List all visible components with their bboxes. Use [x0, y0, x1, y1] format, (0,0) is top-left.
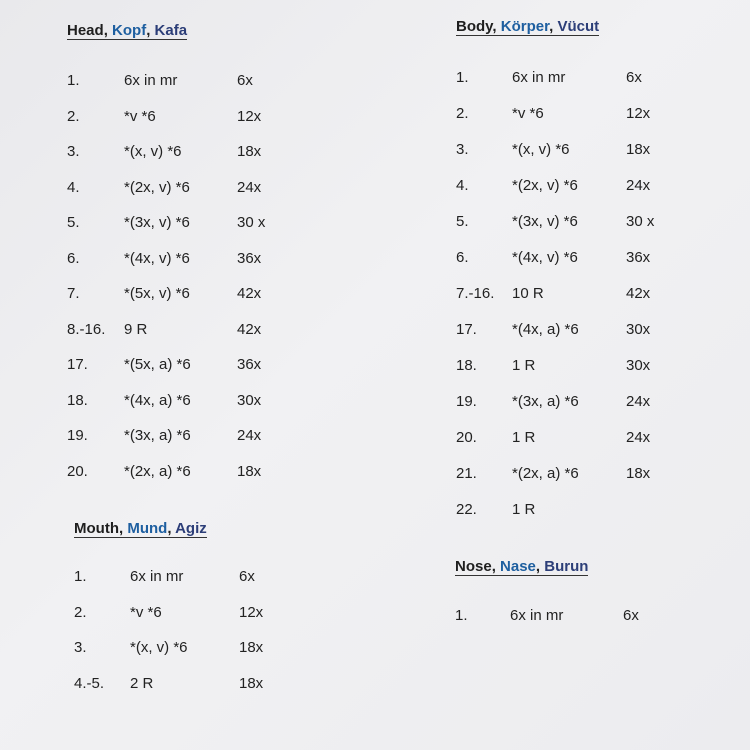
row-instruction: *(2x, v) *6	[512, 177, 578, 194]
row-stitch-count: 36x	[237, 356, 262, 373]
row-stitch-count: 18x	[239, 639, 264, 656]
row-stitch-count: 30 x	[626, 213, 655, 230]
row-instruction: 6x in mr	[130, 568, 184, 585]
row-number: 2.	[456, 105, 469, 122]
row-instruction: *(2x, a) *6	[512, 465, 579, 482]
row-stitch-count: 30x	[626, 321, 651, 338]
row-stitch-count: 18x	[237, 462, 262, 480]
body-title-en: Body	[456, 18, 493, 35]
row-stitch-count: 24x	[626, 393, 651, 410]
mouth-section	[74, 520, 264, 692]
row-instruction: *v *6	[130, 603, 162, 621]
nose-section	[455, 558, 639, 624]
row-instruction: *(x, v) *6	[124, 143, 182, 160]
row-number: 19.	[456, 393, 477, 410]
mouth-title-en: Mouth	[74, 520, 119, 537]
row-instruction: *(4x, a) *6	[124, 391, 191, 409]
row-stitch-count: 12x	[237, 107, 262, 125]
row-number: 1.	[67, 72, 80, 89]
nose-title-en: Nose	[455, 558, 492, 575]
row-number: 20.	[67, 462, 88, 480]
row-number: 21.	[456, 465, 477, 482]
row-number: 5.	[67, 214, 80, 231]
row-instruction: *(5x, v) *6	[124, 285, 190, 302]
row-number: 7.	[67, 285, 80, 302]
row-number: 22.	[456, 501, 477, 518]
head-title-de: Kopf	[112, 22, 147, 39]
row-stitch-count: 36x	[237, 249, 262, 267]
row-instruction: *(4x, a) *6	[512, 321, 579, 338]
nose-title-de: Nase	[500, 558, 536, 575]
row-stitch-count: 24x	[626, 177, 651, 194]
row-instruction: *(2x, a) *6	[124, 462, 191, 480]
row-number: 2.	[74, 603, 87, 621]
nose-title-tr: Burun	[544, 558, 589, 575]
row-instruction: *(3x, a) *6	[512, 393, 579, 410]
row-instruction: *(3x, a) *6	[124, 427, 191, 444]
row-instruction: *(3x, v) *6	[124, 214, 190, 231]
mouth-title-tr: Agiz	[175, 520, 207, 537]
row-number: 1.	[455, 607, 468, 624]
row-stitch-count: 18x	[626, 465, 651, 482]
row-number: 19.	[67, 427, 88, 444]
head-title: Head, Kopf, Kafa	[67, 22, 188, 39]
row-stitch-count: 42x	[237, 320, 262, 338]
row-instruction: *v *6	[124, 107, 156, 125]
row-stitch-count: 42x	[237, 285, 262, 302]
row-stitch-count: 24x	[237, 178, 262, 196]
row-instruction: 1 R	[512, 357, 536, 374]
row-instruction: *(x, v) *6	[512, 141, 570, 158]
row-stitch-count: 12x	[626, 105, 651, 122]
row-instruction: 2 R	[130, 674, 154, 692]
row-instruction: *(2x, v) *6	[124, 178, 190, 196]
body-title-de: Körper	[500, 18, 550, 35]
row-number: 6.	[456, 249, 469, 266]
row-number: 4.-5.	[74, 674, 105, 692]
row-number: 8.-16.	[67, 320, 106, 338]
row-stitch-count: 6x	[623, 607, 639, 624]
row-stitch-count: 6x	[239, 568, 255, 585]
row-number: 4.	[67, 178, 80, 196]
row-instruction: 6x in mr	[124, 72, 178, 89]
row-stitch-count: 42x	[626, 285, 651, 302]
row-instruction: 1 R	[512, 501, 536, 518]
row-number: 4.	[456, 177, 469, 194]
row-number: 6.	[67, 249, 80, 267]
row-number: 3.	[456, 141, 469, 158]
row-instruction: *(3x, v) *6	[512, 213, 578, 230]
row-stitch-count: 18x	[626, 141, 651, 158]
row-number: 3.	[74, 639, 87, 656]
row-number: 1.	[74, 568, 87, 585]
nose-title: Nose, Nase, Burun	[455, 558, 589, 575]
row-stitch-count: 18x	[239, 674, 264, 692]
mouth-title: Mouth, Mund, Agiz	[74, 520, 207, 537]
body-section	[456, 18, 655, 518]
row-number: 2.	[67, 107, 80, 125]
row-number: 20.	[456, 429, 477, 446]
row-instruction: 6x in mr	[512, 69, 566, 86]
row-number: 17.	[456, 321, 477, 338]
row-instruction: 10 R	[512, 285, 544, 302]
row-number: 5.	[456, 213, 469, 230]
head-title-en: Head	[67, 22, 104, 39]
row-stitch-count: 18x	[237, 143, 262, 160]
row-stitch-count: 30 x	[237, 214, 266, 231]
row-instruction: *(4x, v) *6	[512, 249, 578, 266]
row-number: 3.	[67, 143, 80, 160]
row-stitch-count: 30x	[237, 391, 262, 409]
body-title-tr: Vücut	[557, 18, 600, 35]
row-instruction: 6x in mr	[510, 607, 564, 624]
row-instruction: 1 R	[512, 429, 536, 446]
head-section	[67, 22, 266, 480]
row-stitch-count: 30x	[626, 357, 651, 374]
row-instruction: *(4x, v) *6	[124, 249, 190, 267]
row-stitch-count: 6x	[626, 69, 642, 86]
row-instruction: *(5x, a) *6	[124, 356, 191, 373]
row-instruction: *v *6	[512, 105, 544, 122]
row-stitch-count: 36x	[626, 249, 651, 266]
row-number: 18.	[67, 391, 88, 409]
head-title-tr: Kafa	[154, 22, 188, 39]
row-instruction: 9 R	[124, 320, 148, 338]
row-stitch-count: 24x	[626, 429, 651, 446]
row-stitch-count: 12x	[239, 603, 264, 621]
row-instruction: *(x, v) *6	[130, 639, 188, 656]
mouth-title-de: Mund	[127, 520, 168, 537]
row-stitch-count: 24x	[237, 427, 262, 444]
row-stitch-count: 6x	[237, 72, 253, 89]
row-number: 18.	[456, 357, 477, 374]
body-title: Body, Körper, Vücut	[456, 18, 600, 35]
row-number: 1.	[456, 69, 469, 86]
row-number: 7.-16.	[456, 285, 495, 302]
row-number: 17.	[67, 356, 88, 373]
